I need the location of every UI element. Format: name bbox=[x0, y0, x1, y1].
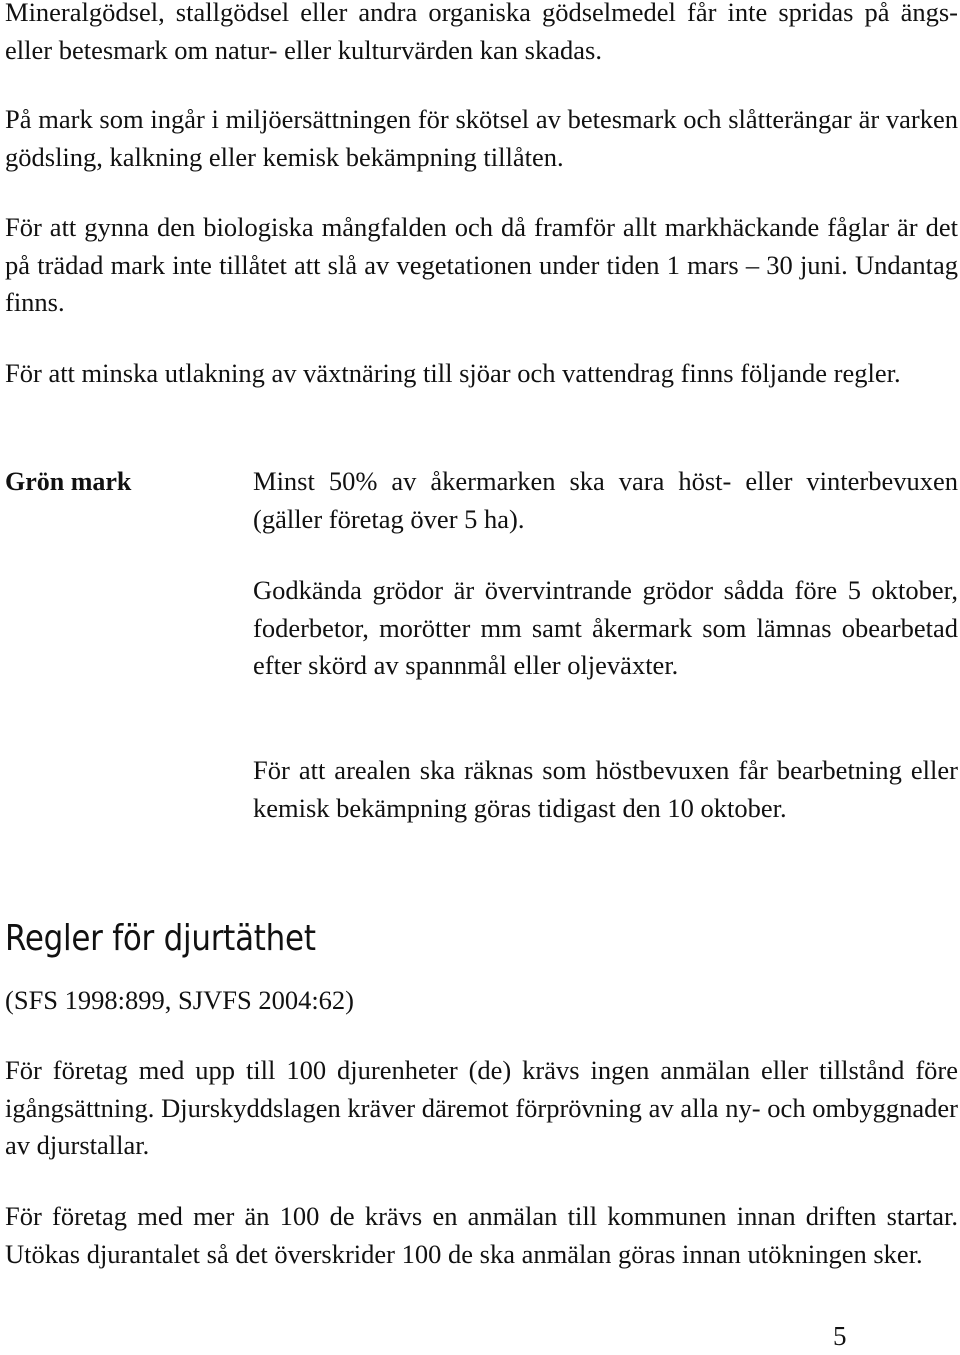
document-page bbox=[5, 0, 958, 1350]
paragraph-up-to-100-animal-units: För företag med upp till 100 djurenheter (de) krävs ingen anmälan eller tillstånd före igångsättning. Djurskyddslagen kräver däremot förprövning av alla ny- och ombyggnader av djurstallar. bbox=[5, 1055, 958, 1160]
animal-density-heading: Regler för djurtäthet bbox=[5, 918, 316, 959]
paragraph-fertilizer-restriction: Mineralgödsel, stallgödsel eller andra organiska gödselmedel får inte spridas på ängs- eller betesmark om natur- eller kulturvärden kan skadas. bbox=[5, 0, 958, 65]
page-number: 5 bbox=[833, 1321, 847, 1351]
paragraph-environmental-compensation: På mark som ingår i miljöersättningen för skötsel av betesmark och slåtterängar är varken gödsling, kalkning eller kemisk bekämpning tillåten. bbox=[5, 104, 958, 172]
green-mark-tillage-date: För att arealen ska räknas som höstbevuxen får bearbetning eller kemisk bekämpning göras tidigast den 10 oktober. bbox=[253, 755, 958, 823]
paragraph-nutrient-leaching: För att minska utlakning av växtnäring till sjöar och vattendrag finns följande regler. bbox=[5, 358, 901, 388]
paragraph-biodiversity-protection: För att gynna den biologiska mångfalden och då framför allt markhäckande fåglar är det på trädad mark inte tillåtet att slå av vegetationen under tiden 1 mars – 30 juni. Undantag finns. bbox=[5, 212, 958, 317]
green-mark-approved-crops: Godkända grödor är övervintrande grödor sådda före 5 oktober, foderbetor, morötter mm samt åkermark som lämnas obearbetad efter skörd av spannmål eller oljeväxter. bbox=[253, 575, 958, 680]
green-mark-minimum-coverage: Minst 50% av åkermarken ska vara höst- eller vinterbevuxen (gäller företag över 5 ha). bbox=[253, 466, 958, 534]
green-mark-label: Grön mark bbox=[5, 467, 132, 496]
paragraph-more-than-100-animal-units: För företag med mer än 100 de krävs en anmälan till kommunen innan driften startar. Utökas djurantalet så det överskrider 100 de ska anmälan göras innan utökningen sker. bbox=[5, 1201, 958, 1269]
legal-reference: (SFS 1998:899, SJVFS 2004:62) bbox=[5, 985, 355, 1015]
